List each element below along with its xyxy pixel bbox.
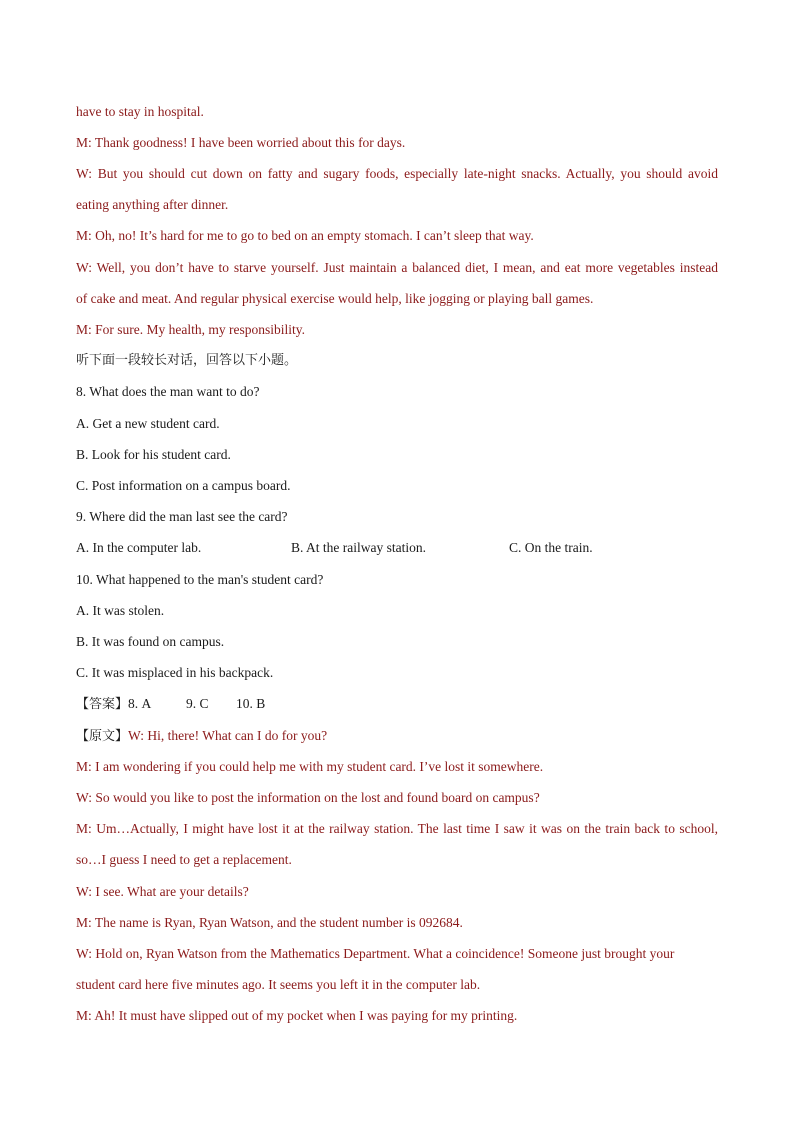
transcript-line: W: I see. What are your details?: [76, 884, 249, 899]
transcript-line: W: Hi, there! What can I do for you?: [128, 728, 328, 743]
transcript-line: W: Hold on, Ryan Watson from the Mathematics Department. What a coincidence! Someone just brought your: [76, 946, 675, 961]
transcript-line: M: Um…Actually, I might have lost it at the railway station. The last time I saw it was on the train back to school,: [76, 821, 718, 836]
dialogue-line: eating anything after dinner.: [76, 197, 229, 212]
answer-9: 9. C: [186, 696, 209, 711]
answer-label: 【答案】: [76, 697, 129, 712]
dialogue-line: M: Thank goodness! I have been worried about this for days.: [76, 135, 406, 150]
transcript-line: M: Ah! It must have slipped out of my pocket when I was paying for my printing.: [76, 1008, 518, 1023]
question-stem: 10. What happened to the man's student card?: [76, 572, 324, 587]
section-instruction: 听下面一段较长对话，回答以下小题。: [76, 353, 298, 368]
transcript-first-row: [76, 728, 327, 745]
question-stem: 8. What does the man want to do?: [76, 384, 260, 399]
dialogue-line: W: But you should cut down on fatty and sugary foods, especially late-night snacks. Actually, you should avoid: [76, 166, 718, 181]
question-option: B. It was found on campus.: [76, 634, 225, 649]
dialogue-line: have to stay in hospital.: [76, 104, 204, 119]
answer-row: [76, 696, 151, 713]
transcript-label: 【原文】: [76, 729, 129, 744]
dialogue-line: of cake and meat. And regular physical exercise would help, like jogging or playing ball games.: [76, 291, 594, 306]
question-option: A. It was stolen.: [76, 603, 165, 618]
transcript-line: student card here five minutes ago. It seems you left it in the computer lab.: [76, 977, 481, 992]
question-option: B. At the railway station.: [291, 540, 426, 555]
transcript-line: M: The name is Ryan, Ryan Watson, and the student number is 092684.: [76, 915, 463, 930]
transcript-line: W: So would you like to post the information on the lost and found board on campus?: [76, 790, 540, 805]
dialogue-line: M: Oh, no! It’s hard for me to go to bed on an empty stomach. I can’t sleep that way.: [76, 228, 534, 243]
question-stem: 9. Where did the man last see the card?: [76, 509, 288, 524]
question-option: C. It was misplaced in his backpack.: [76, 665, 274, 680]
question-option: B. Look for his student card.: [76, 447, 231, 462]
dialogue-line: M: For sure. My health, my responsibility.: [76, 322, 305, 337]
transcript-line: so…I guess I need to get a replacement.: [76, 852, 292, 867]
question-option: A. Get a new student card.: [76, 416, 220, 431]
question-option: A. In the computer lab.: [76, 540, 202, 555]
answer-10: 10. B: [236, 696, 266, 711]
question-option: C. On the train.: [509, 540, 593, 555]
transcript-line: M: I am wondering if you could help me with my student card. I’ve lost it somewhere.: [76, 759, 544, 774]
dialogue-line: W: Well, you don’t have to starve yourself. Just maintain a balanced diet, I mean, and eat more vegetables instead: [76, 260, 718, 275]
question-option: C. Post information on a campus board.: [76, 478, 291, 493]
answer-8: 8. A: [128, 696, 152, 711]
